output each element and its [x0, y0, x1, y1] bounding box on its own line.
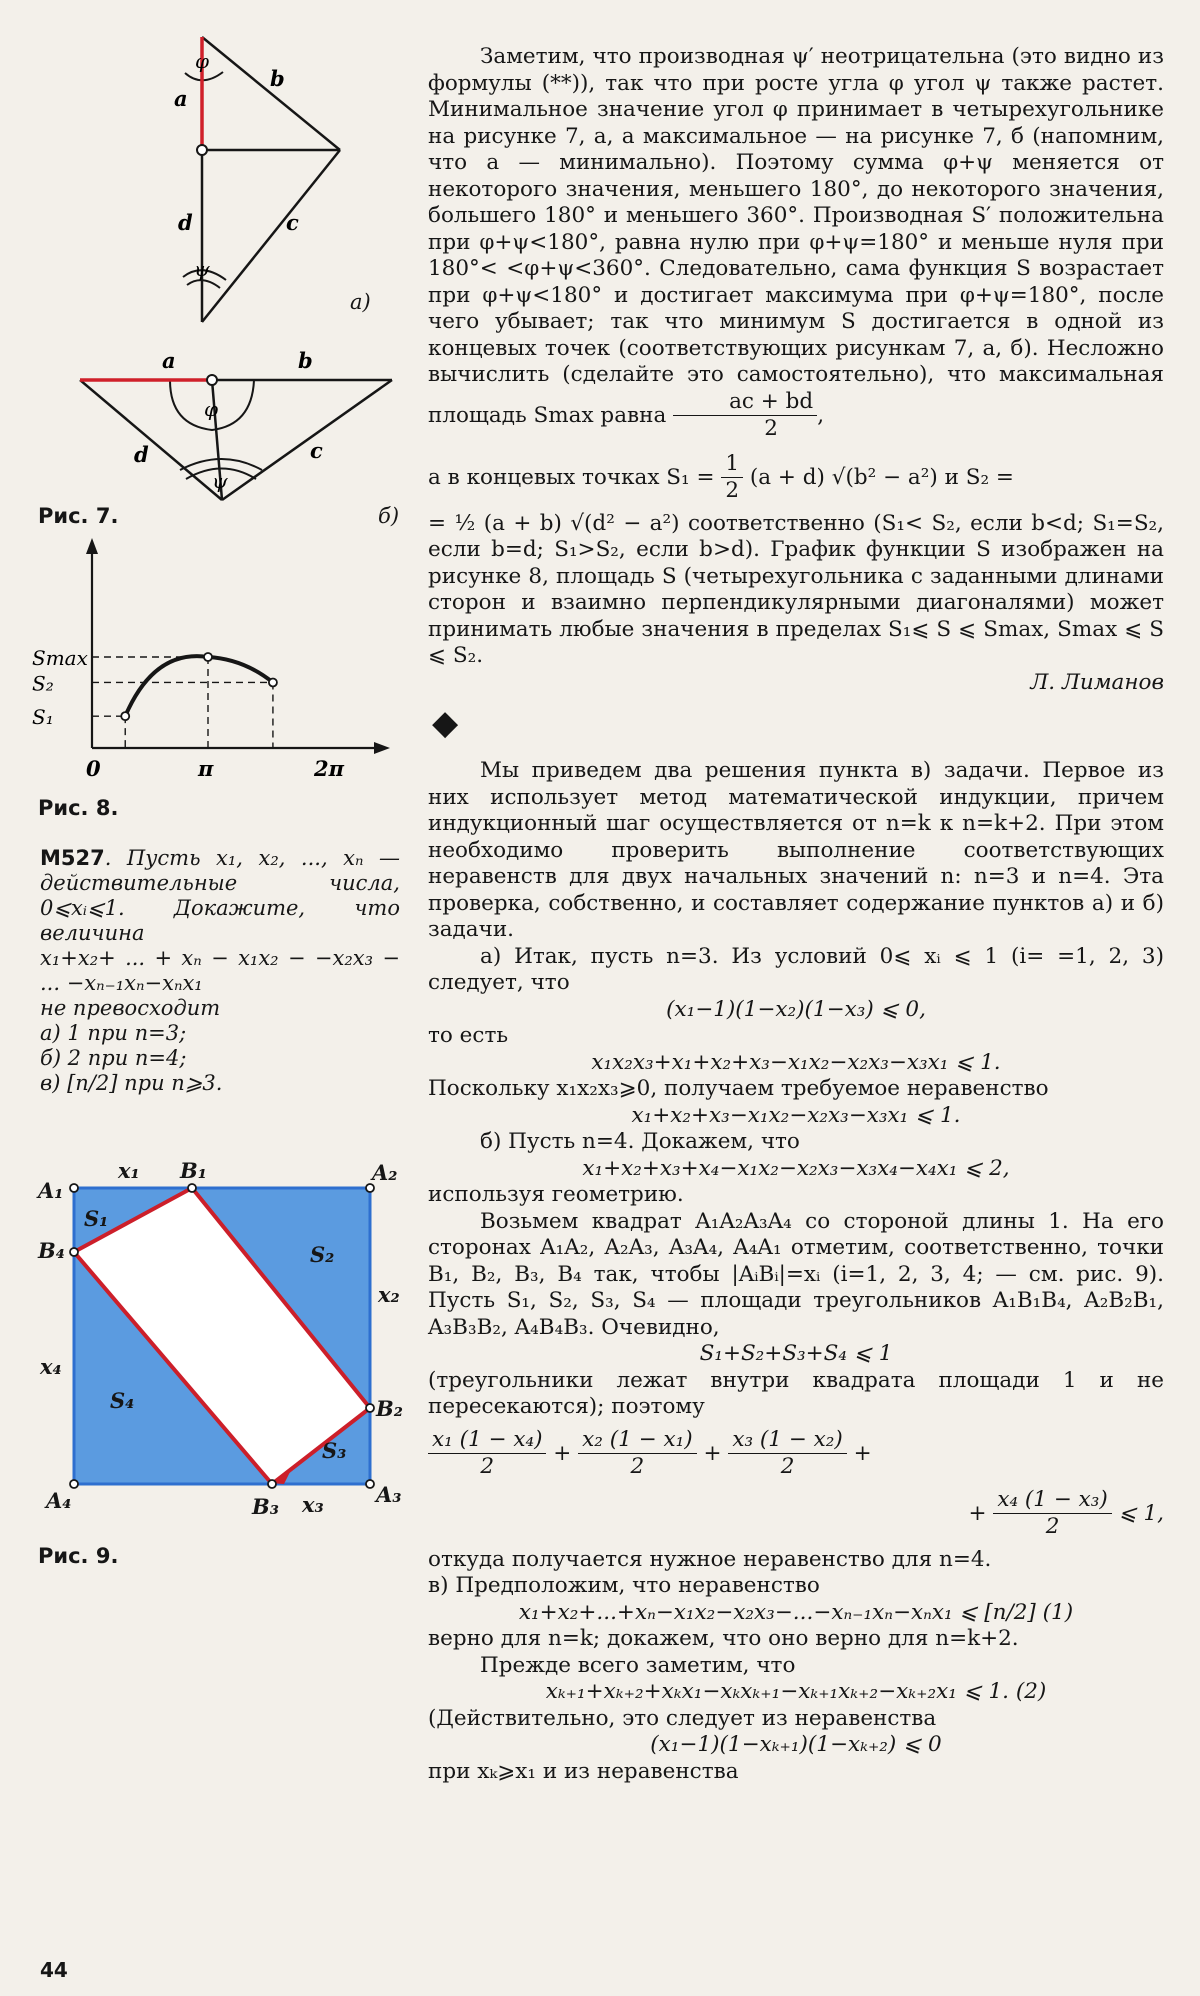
- figure-8-chart: [30, 536, 400, 786]
- s2-expression: = ½ (a + b) √(d² − a²): [428, 510, 680, 536]
- paragraph-13: верно для n=k; докажем, что оно верно для n=k+2.: [428, 1626, 1019, 1651]
- label-x3: x₃: [302, 1492, 324, 1517]
- paragraph-16: при xₖ⩾x₁ и из неравенства: [428, 1758, 739, 1784]
- label-b-b: b: [298, 348, 313, 373]
- paragraph-9: Возьмем квадрат A₁A₂A₃A₄ со стороной длины 1. На его сторонах A₁A₂, A₂A₃, A₃A₄, A₄A₁ отметим, соответственно, точки B₁, B₂, B₃, B₄ так, чтобы |AᵢBᵢ|=xᵢ (i=1, 2, 3, 4; — см. рис. 9). Пусть S₁, S₂, S₃, S₄ — площади треугольников A₁B₁B₄, A₂B₂B₁, A₃B₃B₂, A₄B₄B₃. Очевидно,: [428, 1208, 1164, 1340]
- fraction-2: $\frac{\text{x₂ (1 − x₁)}}{2}$: [578, 1427, 696, 1481]
- main-text-column: [428, 44, 1164, 1785]
- vertex-dot-b: [207, 375, 217, 385]
- paragraph-15: (Действительно, это следует из неравенства: [428, 1705, 937, 1731]
- label-S3: S₃: [322, 1438, 347, 1463]
- problem-item-a: а) 1 при n=3;: [40, 1021, 187, 1045]
- equation-1: (x₁−1)(1−x₂)(1−x₃) ⩽ 0,: [666, 996, 926, 1022]
- label-A3: A₃: [376, 1482, 402, 1507]
- label-psi: ψ: [194, 257, 210, 281]
- problem-statement: Пусть x₁, x₂, ..., xₙ — действительные числа, 0⩽xᵢ⩽1. Докажите, что величина: [40, 846, 400, 945]
- label-B1: B₁: [180, 1158, 207, 1183]
- label-S2: S₂: [310, 1242, 335, 1267]
- figure-7-caption: Рис. 7.: [38, 504, 119, 528]
- s1-expression: (a + d) √(b² − a²): [749, 464, 938, 490]
- label-phi: φ: [195, 49, 210, 73]
- problem-tail: не превосходит: [40, 996, 221, 1020]
- figure-8-caption: Рис. 8.: [38, 796, 119, 820]
- paragraph-14: Прежде всего заметим, что: [480, 1652, 796, 1678]
- label-B4: B₄: [38, 1238, 65, 1263]
- paragraph-11: откуда получается нужное неравенство для n=4.: [428, 1546, 992, 1572]
- paragraph-4: а) Итак, пусть n=3. Из условий 0⩽ xᵢ ⩽ 1 (i= =1, 2, 3) следует, что: [428, 943, 1164, 995]
- y-tick-label: Smax: [32, 646, 88, 670]
- smax-label: Smax равна: [533, 402, 667, 428]
- figure-7: [40, 30, 400, 520]
- y-tick-label: S₂: [32, 671, 54, 696]
- figure-7b-label: б): [378, 504, 400, 528]
- x-tick-label: π: [198, 756, 214, 781]
- label-d-b: d: [134, 442, 149, 467]
- label-a: a: [174, 86, 188, 111]
- label-psi-b: ψ: [212, 469, 228, 493]
- label-S4: S₄: [110, 1388, 135, 1413]
- label-B3: B₃: [252, 1494, 279, 1519]
- chart-axes: [92, 544, 382, 748]
- problem-item-b: б) 2 при n=4;: [40, 1046, 187, 1070]
- function-curve: [125, 656, 273, 716]
- label-c: c: [286, 210, 299, 235]
- label-d: d: [178, 210, 193, 235]
- paragraph-7: б) Пусть n=4. Докажем, что: [480, 1129, 800, 1154]
- signature: Л. Лиманов: [1030, 669, 1164, 695]
- equation-3: x₁+x₂+x₃−x₁x₂−x₂x₃−x₃x₁ ⩽ 1.: [631, 1102, 961, 1128]
- point-start: [121, 712, 129, 720]
- x-tick-label: 2π: [314, 756, 344, 781]
- problem-m527: М527. Пусть x₁, x₂, ..., xₙ — действительные числа, 0⩽xᵢ⩽1. Докажите, что величина x₁+x₂+ ... + xₙ − x₁x₂ − −x₂x₃ − ... −xₙ₋₁xₙ−xₙx₁ не превосходит а) 1 при n=3; б) 2 при n=4; в) [n/2] при n⩾3.: [40, 846, 400, 1095]
- x-axis-arrow: [374, 742, 390, 754]
- paragraph-8: используя геометрию.: [428, 1182, 684, 1207]
- paragraph-2b: = ½ (a + b) √(d² − a²) соответственно (S₁< S₂, если b<d; S₁=S₂, если b=d; S₁>S₂, если b>d). График функции S изображен на рисунке 8, площадь S (четырехугольника с заданными длинами сторон и взаимно перпендикулярными диагоналями) может принимать любые значения в пределах S₁⩽ S ⩽ Smax, Smax ⩽ S ⩽ S₂.: [428, 510, 1165, 668]
- smax-fraction: $\frac{ac + bd}{2}$: [673, 389, 817, 443]
- y-tick-label: S₁: [32, 705, 54, 730]
- paragraph-3: Мы приведем два решения пункта в) задачи. Первое из них использует метод математической индукции, причем индукционный шаг осуществляется от n=k к n=k+2. При этом необходимо проверить выполнение соответствующих неравенств для двух начальных значений n: n=3 и n=4. Эта проверка, собственно, и составляет содержание пунктов а) и б) задачи.: [428, 758, 1164, 942]
- figure-7b-quadrilateral: [80, 380, 392, 500]
- figure-9: [32, 1146, 412, 1526]
- equation-2: x₁x₂x₃+x₁+x₂+x₃−x₁x₂−x₂x₃−x₃x₁ ⩽ 1.: [591, 1049, 1001, 1075]
- fraction-sum: $\frac{\text{x₁ (1 − x₄)}}{2}$ + $\frac{\text{x₂ (1 − x₁)}}{2}$ + $\frac{\text{x₃ (1 − x₂)}}{2}$ + + $\frac{\text{x₄ (1 − x₃)}}{2}$ ⩽ 1,: [428, 1427, 1164, 1541]
- figure-7a-label: а): [350, 290, 371, 314]
- equation-4: x₁+x₂+x₃+x₄−x₁x₂−x₂x₃−x₃x₄−x₄x₁ ⩽ 2,: [582, 1155, 1010, 1181]
- label-S1: S₁: [84, 1206, 109, 1231]
- section-diamond: ◆: [432, 703, 459, 743]
- point-end: [269, 678, 277, 686]
- paragraph-10: (треугольники лежат внутри квадрата площади 1 и не пересекаются); поэтому: [428, 1367, 1164, 1419]
- y-axis-arrow: [86, 538, 98, 554]
- paragraph-1: Заметим, что производная ψ′ неотрицательна (это видно из формулы (**)), так что при росте угла φ угол ψ также растет. Минимальное значение угол φ принимает в четырехугольнике на рисунке 7, а, а максимальное — на рисунке 7, б (напомним, что a — минимально). Поэтому сумма φ+ψ меняется от некоторого значения, меньшего 180°, до некоторого значения, большего 180° и меньшего 360°. Производная S′ положительна при φ+ψ<180°, равна нулю при φ+ψ=180° и меньше нуля при 180°< <φ+ψ<360°. Следовательно, сама функция S возрастает при φ+ψ<180° и достигает максимума при φ+ψ=180°, после чего убывает; так что минимум S достигается в одной из концевых точек (соответствующих рисункам 7, а, б). Несложно вычислить (сделайте это самостоятельно), что максимальная площадь Smax равна $\frac{ac + bd}{2}$ ,: [428, 44, 1164, 441]
- label-phi-b: φ: [204, 397, 219, 421]
- fraction-1: $\frac{\text{x₁ (1 − x₄)}}{2}$: [428, 1427, 546, 1481]
- fraction-4: $\frac{\text{x₄ (1 − x₃)}}{2}$: [993, 1487, 1111, 1541]
- paragraph-5: то есть: [428, 1023, 509, 1048]
- label-c-b: c: [310, 438, 323, 463]
- equation-8: (x₁−1)(1−xₖ₊₁)(1−xₖ₊₂) ⩽ 0: [650, 1732, 942, 1757]
- paragraph-2: а в концевых точках S₁ = $\frac{1}{2}$ (a + d) √(b² − a²) и S₂ =: [428, 450, 1014, 503]
- label-a-b: a: [162, 348, 176, 373]
- paragraph-6: Поскольку x₁x₂x₃⩾0, получаем требуемое неравенство: [428, 1076, 1049, 1101]
- equation-6: x₁+x₂+...+xₙ−x₁x₂−x₂x₃−...−xₙ₋₁xₙ−xₙx₁ ⩽ [n/2] (1): [518, 1599, 1074, 1625]
- label-A2: A₂: [372, 1160, 398, 1185]
- half-fraction: $\frac{1}{2}$: [721, 451, 743, 505]
- equation-5: S₁+S₂+S₃+S₄ ⩽ 1: [699, 1341, 893, 1366]
- label-x1: x₁: [118, 1158, 140, 1183]
- label-A1: A₁: [38, 1178, 64, 1203]
- vertex-dot: [197, 145, 207, 155]
- equation-7: xₖ₊₁+xₖ₊₂+xₖx₁−xₖxₖ₊₁−xₖ₊₁xₖ₊₂−xₖ₊₂x₁ ⩽ 1. (2): [545, 1679, 1047, 1704]
- x-tick-label: 0: [86, 756, 101, 781]
- label-x2: x₂: [378, 1282, 400, 1307]
- label-x4: x₄: [40, 1354, 62, 1379]
- fraction-3: $\frac{\text{x₃ (1 − x₂)}}{2}$: [728, 1427, 846, 1481]
- problem-expression: x₁+x₂+ ... + xₙ − x₁x₂ − −x₂x₃ − ... −xₙ₋₁xₙ−xₙx₁: [40, 946, 400, 995]
- figure-9-caption: Рис. 9.: [38, 1544, 119, 1568]
- page-number: 44: [40, 1958, 68, 1982]
- problem-item-c: в) [n/2] при n⩾3.: [40, 1071, 223, 1095]
- label-B2: B₂: [376, 1396, 403, 1421]
- problem-number: М527: [40, 846, 105, 870]
- paragraph-12: в) Предположим, что неравенство: [428, 1573, 820, 1598]
- label-b: b: [270, 66, 285, 91]
- label-A4: A₄: [46, 1488, 72, 1513]
- point-peak: [204, 653, 212, 661]
